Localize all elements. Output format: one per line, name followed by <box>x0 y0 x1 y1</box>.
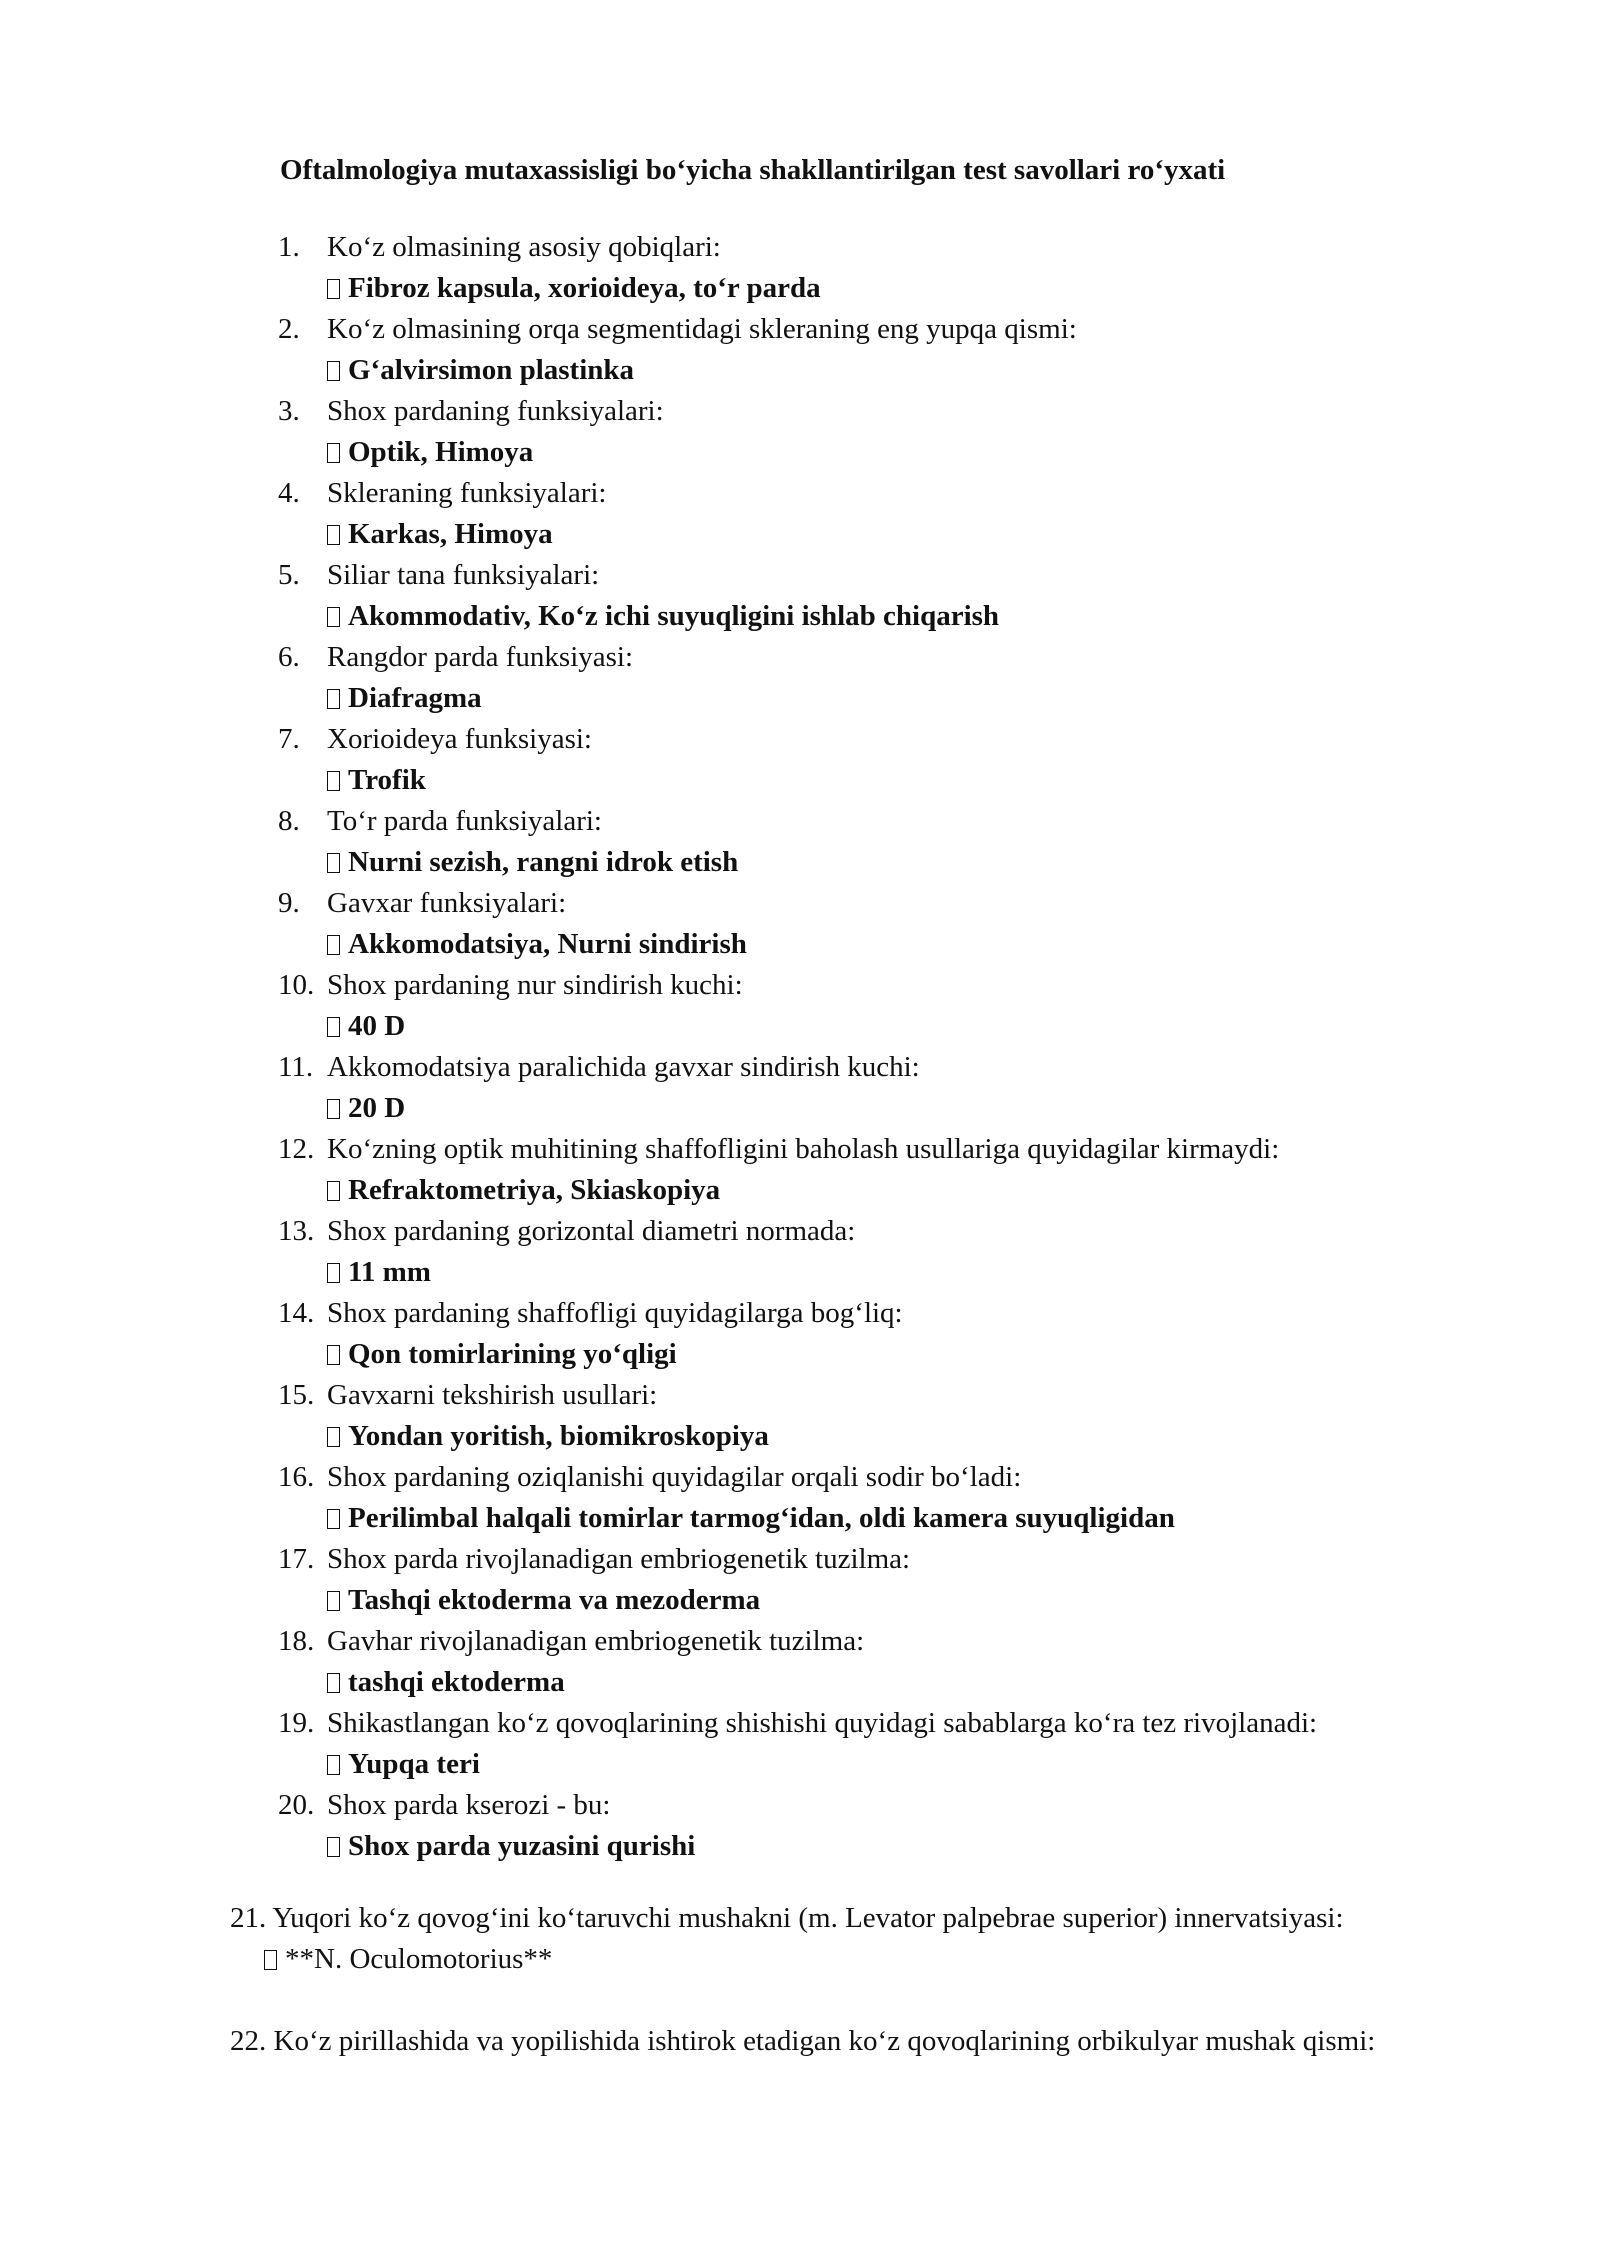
checkbox-glyph-icon <box>327 1263 340 1283</box>
checkbox-glyph-icon <box>327 1181 340 1201</box>
question-text <box>278 1785 611 1826</box>
answer-text <box>327 1252 431 1293</box>
question-number: 8. <box>278 805 300 837</box>
checkbox-glyph-icon <box>327 1755 340 1775</box>
checkbox-glyph-icon <box>327 361 340 381</box>
answer-label: Diafragma <box>348 682 482 714</box>
question-number: 11. <box>278 1051 314 1083</box>
answer-text <box>327 596 999 637</box>
question-text <box>278 227 721 268</box>
question-number: 13. <box>278 1215 315 1247</box>
question-22: 22. Ko‘z pirillashida va yopilishida ishtirok etadigan ko‘z qovoqlarining orbikulyar mushak qismi: <box>230 2025 1376 2057</box>
question-item <box>278 965 1478 1047</box>
question-item <box>278 1375 1478 1457</box>
document-title: Oftalmologiya mutaxassisligi bo‘yicha shakllantirilgan test savollari ro‘yxati <box>280 154 1226 186</box>
answer-label: 11 mm <box>348 1256 431 1288</box>
question-text <box>278 555 599 596</box>
question-number: 12. <box>278 1133 315 1165</box>
checkbox-glyph-icon <box>327 1017 340 1037</box>
answer-label: Refraktometriya, Skiaskopiya <box>348 1174 721 1206</box>
question-label: Gavxar funksiyalari: <box>327 887 567 919</box>
question-number: 15. <box>278 1379 315 1411</box>
answer-label: Karkas, Himoya <box>348 518 553 550</box>
answer-label: G‘alvirsimon plastinka <box>348 354 635 386</box>
question-item <box>278 227 1478 309</box>
question-number: 19. <box>278 1707 315 1739</box>
answer-label: Trofik <box>348 764 426 796</box>
question-text <box>278 719 592 760</box>
checkbox-glyph-icon <box>264 1950 277 1970</box>
checkbox-glyph-icon <box>327 1509 340 1529</box>
answer-text <box>327 1662 565 1703</box>
question-item <box>278 555 1478 637</box>
question-text <box>278 1129 1279 1170</box>
answer-text <box>327 760 426 801</box>
answer-text <box>327 924 747 965</box>
question-label: Shox parda kserozi - bu: <box>327 1789 611 1821</box>
question-number: 16. <box>278 1461 315 1493</box>
answer-text <box>327 1744 480 1785</box>
question-number: 3. <box>278 395 300 427</box>
answer-label: Fibroz kapsula, xorioideya, to‘r parda <box>348 272 821 304</box>
question-number: 1. <box>278 231 300 263</box>
answer-text <box>327 678 482 719</box>
question-21: 21. Yuqori ko‘z qovog‘ini ko‘taruvchi mushakni (m. Levator palpebrae superior) innervatsiyasi: <box>230 1902 1344 1934</box>
question-number: 6. <box>278 641 300 673</box>
question-item <box>278 1457 1478 1539</box>
question-item <box>278 637 1478 719</box>
checkbox-glyph-icon <box>327 1837 340 1857</box>
question-label: Akkomodatsiya paralichida gavxar sindirish kuchi: <box>327 1051 920 1083</box>
answer-text <box>327 1170 720 1211</box>
question-item <box>278 1129 1478 1211</box>
question-text <box>278 1375 657 1416</box>
question-text <box>278 801 602 842</box>
question-label: Ko‘z olmasining asosiy qobiqlari: <box>327 231 721 263</box>
question-item <box>278 883 1478 965</box>
question-text <box>278 1457 1021 1498</box>
answer-text <box>327 1580 760 1621</box>
question-text <box>278 965 743 1006</box>
question-item <box>278 801 1478 883</box>
checkbox-glyph-icon <box>327 1099 340 1119</box>
question-item <box>278 1621 1478 1703</box>
answer-text <box>327 514 553 555</box>
question-item <box>278 1293 1478 1375</box>
question-number: 14. <box>278 1297 315 1329</box>
question-number: 17. <box>278 1543 315 1575</box>
question-item <box>278 1785 1478 1867</box>
answer-label: Perilimbal halqali tomirlar tarmog‘idan, oldi kamera suyuqligidan <box>348 1502 1175 1534</box>
question-text <box>278 883 566 924</box>
question-number: 9. <box>278 887 300 919</box>
answer-label: 20 D <box>348 1092 406 1124</box>
answer-text <box>327 1416 769 1457</box>
checkbox-glyph-icon <box>327 607 340 627</box>
question-number: 2. <box>278 313 300 345</box>
question-label: Rangdor parda funksiyasi: <box>327 641 634 673</box>
question-number: 7. <box>278 723 300 755</box>
question-label: Shox pardaning gorizontal diametri normada: <box>327 1215 856 1247</box>
answer-label: Nurni sezish, rangni idrok etish <box>348 846 739 878</box>
question-label: Shox pardaning funksiyalari: <box>327 395 664 427</box>
answer-label: Yupqa teri <box>348 1748 480 1780</box>
answer-text <box>327 1334 677 1375</box>
checkbox-glyph-icon <box>327 853 340 873</box>
question-label: Shox pardaning oziqlanishi quyidagilar orqali sodir bo‘ladi: <box>327 1461 1022 1493</box>
question-label: Shox pardaning shaffofligi quyidagilarga bog‘liq: <box>327 1297 903 1329</box>
answer-label: Tashqi ektoderma va mezoderma <box>348 1584 761 1616</box>
answer-21-text: **N. Oculomotorius** <box>285 1943 553 1975</box>
question-label: Shikastlangan ko‘z qovoqlarining shishishi quyidagi sabablarga ko‘ra tez rivojlanadi: <box>327 1707 1318 1739</box>
answer-label: Akkomodatsiya, Nurni sindirish <box>348 928 747 960</box>
answer-text <box>327 1006 405 1047</box>
checkbox-glyph-icon <box>327 1673 340 1693</box>
question-number: 20. <box>278 1789 315 1821</box>
answer-label: Optik, Himoya <box>348 436 534 468</box>
question-text <box>278 391 664 432</box>
answer-text <box>327 432 533 473</box>
question-label: Shox pardaning nur sindirish kuchi: <box>327 969 743 1001</box>
question-label: Gavxarni tekshirish usullari: <box>327 1379 658 1411</box>
question-text <box>278 473 606 514</box>
question-item <box>278 391 1478 473</box>
question-text <box>278 1293 903 1334</box>
question-label: Ko‘zning optik muhitining shaffofligini baholash usullariga quyidagilar kirmaydi: <box>327 1133 1280 1165</box>
answer-label: Akommodativ, Ko‘z ichi suyuqligini ishlab chiqarish <box>348 600 1000 632</box>
question-text <box>278 1539 910 1580</box>
question-number: 5. <box>278 559 300 591</box>
question-number: 10. <box>278 969 315 1001</box>
checkbox-glyph-icon <box>327 525 340 545</box>
question-number: 4. <box>278 477 300 509</box>
question-item <box>278 719 1478 801</box>
question-number: 18. <box>278 1625 315 1657</box>
question-item <box>278 1211 1478 1293</box>
question-item <box>278 1047 1478 1129</box>
answer-text <box>327 268 821 309</box>
question-label: Ko‘z olmasining orqa segmentidagi skleraning eng yupqa qismi: <box>327 313 1077 345</box>
question-label: Gavhar rivojlanadigan embriogenetik tuzilma: <box>327 1625 865 1657</box>
question-item <box>278 309 1478 391</box>
question-text <box>278 1211 855 1252</box>
question-label: Xorioideya funksiyasi: <box>327 723 592 755</box>
answer-text <box>327 842 738 883</box>
answer-text <box>327 1826 695 1867</box>
answer-text <box>327 1498 1175 1539</box>
question-text <box>278 1047 920 1088</box>
question-list <box>278 227 1478 1867</box>
answer-label: Yondan yoritish, biomikroskopiya <box>348 1420 769 1452</box>
checkbox-glyph-icon <box>327 935 340 955</box>
answer-21 <box>264 1939 552 1980</box>
question-text <box>278 1703 1317 1744</box>
checkbox-glyph-icon <box>327 771 340 791</box>
question-text <box>278 309 1077 350</box>
question-label: Siliar tana funksiyalari: <box>327 559 600 591</box>
checkbox-glyph-icon <box>327 1345 340 1365</box>
checkbox-glyph-icon <box>327 1591 340 1611</box>
question-label: To‘r parda funksiyalari: <box>327 805 602 837</box>
question-label: Shox parda rivojlanadigan embriogenetik tuzilma: <box>327 1543 911 1575</box>
answer-label: tashqi ektoderma <box>348 1666 565 1698</box>
question-text <box>278 637 633 678</box>
question-item <box>278 1703 1478 1785</box>
answer-text <box>327 350 634 391</box>
checkbox-glyph-icon <box>327 689 340 709</box>
question-item <box>278 1539 1478 1621</box>
checkbox-glyph-icon <box>327 1427 340 1447</box>
answer-text <box>327 1088 405 1129</box>
question-label: Skleraning funksiyalari: <box>327 477 607 509</box>
answer-label: Qon tomirlarining yo‘qligi <box>348 1338 677 1370</box>
answer-label: Shox parda yuzasini qurishi <box>348 1830 696 1862</box>
question-text <box>278 1621 864 1662</box>
checkbox-glyph-icon <box>327 279 340 299</box>
checkbox-glyph-icon <box>327 443 340 463</box>
answer-label: 40 D <box>348 1010 406 1042</box>
question-item <box>278 473 1478 555</box>
